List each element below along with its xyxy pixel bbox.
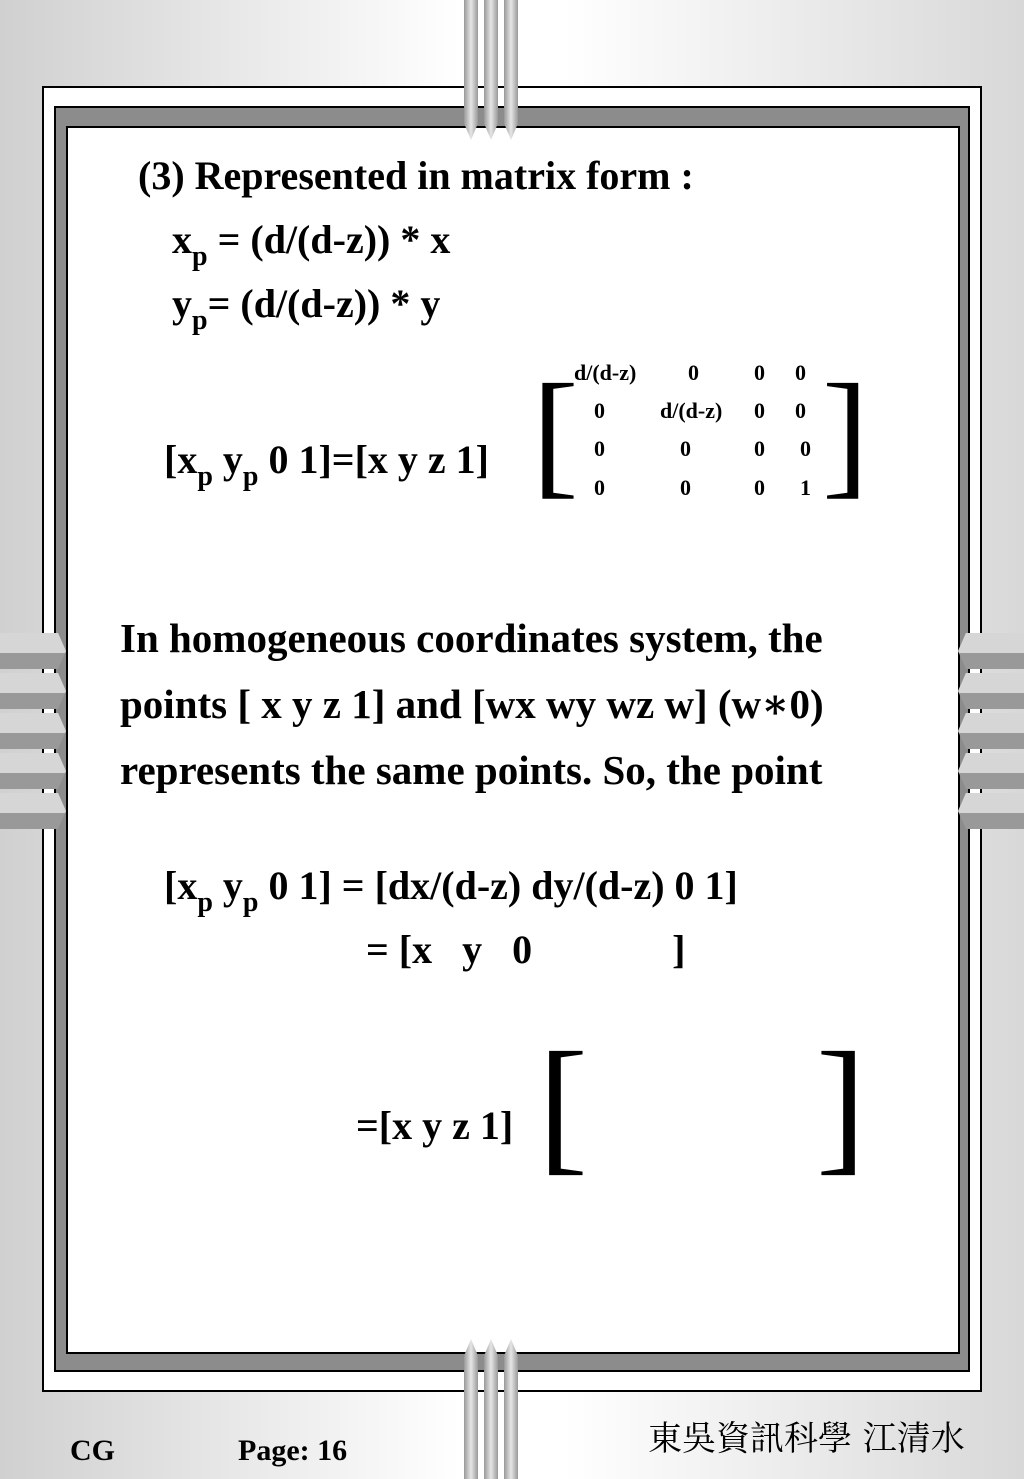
matrix-cell: d/(d-z) [660,398,723,423]
footer-course: CG [70,1434,115,1467]
empty-matrix-right-bracket: ] [816,1022,866,1188]
matrix-cell: 0 [594,475,605,500]
matrix-cell: 0 [754,436,765,461]
equation-2-line-1: [$x_p$ $y_p$ 0 1] = [dx/(d-z) dy/(d-z) 0 1] [164,863,738,918]
paragraph-line-2: points [ x y z 1] and [wx wy wz w] (w∗0) [120,681,824,727]
matrix-cell: 1 [800,475,811,500]
paragraph-line-1: In homogeneous coordinates system, the [120,615,823,661]
section-heading: (3) Represented in matrix form : [138,153,694,198]
matrix-cell: 0 [680,475,691,500]
footer-author: 東吳資訊科學 江清水 [648,1419,965,1459]
matrix-cell: 0 [680,436,691,461]
left-decorative-tabs [0,633,66,833]
footer-page-number: Page: 16 [238,1434,348,1467]
matrix-right-bracket: ] [822,356,869,511]
matrix-cell: 0 [754,360,765,385]
matrix-cell: 0 [754,475,765,500]
matrix-cell: 0 [795,360,806,385]
matrix-cell: 0 [754,398,765,423]
matrix-equation-lhs: [$x_p$ $y_p$ 0 1]=[x y z 1] [164,437,489,492]
matrix-cell: 0 [800,436,811,461]
matrix-cell: 0 [795,398,806,423]
equation-2-line-2: = [x y 0 ] [366,927,686,972]
matrix-cell: 0 [594,398,605,423]
matrix-cell: 0 [688,360,699,385]
matrix-cell: d/(d-z) [574,360,637,385]
matrix-left-bracket: [ [532,356,579,511]
matrix-cell: 0 [594,436,605,461]
bottom-decorative-bars [464,1339,518,1479]
equation-3: =[x y z 1] [356,1103,514,1148]
empty-matrix-left-bracket: [ [538,1022,588,1188]
paragraph-line-3: represents the same points. So, the point [120,747,823,793]
top-decorative-bars [464,0,518,140]
right-decorative-tabs [958,633,1024,833]
equation-xp: $x_p = (d/(d-z)) * x$ [172,217,451,272]
equation-yp: $y_p= (d/(d-z)) * y$ [172,281,441,336]
